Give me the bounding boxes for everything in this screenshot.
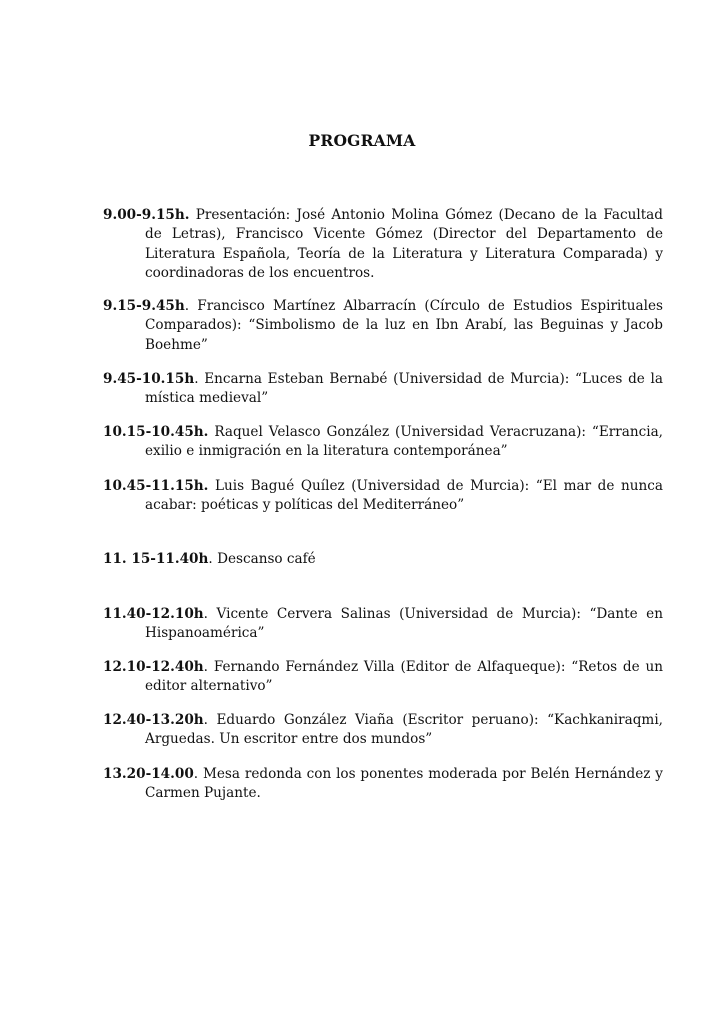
entry-text: Raquel Velasco González (Universidad Veracruzana): “Errancia, exilio e inmigración en la literatura contemporánea” (145, 424, 663, 460)
entry-text: Francisco Martínez Albarracín (Círculo de Estudios Espirituales Comparados): “Simbolismo de la luz en Ibn Arabí, las Beguinas y Jacob Boehme” (145, 298, 663, 353)
entry-time: 12.40-13.20h (103, 712, 204, 728)
entry-text: Descanso café (217, 551, 316, 567)
page-title: PROGRAMA (308, 131, 416, 150)
program-entry (103, 297, 663, 355)
entry-separator: . (184, 298, 198, 314)
entry-text: Mesa redonda con los ponentes moderada por Belén Hernández y Carmen Pujante. (145, 766, 663, 802)
program-entry (103, 605, 663, 644)
program-entry (103, 206, 663, 283)
entry-separator: . (194, 371, 205, 387)
entry-text: Fernando Fernández Villa (Editor de Alfaqueque): “Retos de un editor alternativo” (145, 659, 663, 695)
program-entry (103, 370, 663, 409)
program-entry (103, 477, 663, 516)
entry-time: 10.15-10.45h. (103, 424, 209, 440)
entry-separator: . (208, 551, 218, 567)
entry-separator: . (203, 712, 217, 728)
entry-time: 9.00-9.15h. (103, 207, 190, 223)
program-entry (103, 711, 663, 750)
entry-time: 9.45-10.15h (103, 371, 195, 387)
entry-time: 9.15-9.45h (103, 298, 185, 314)
entry-time: 11.40-12.10h (103, 606, 204, 622)
entry-text: Vicente Cervera Salinas (Universidad de Murcia): “Dante en Hispanoamérica” (145, 606, 663, 642)
entry-text: Encarna Esteban Bernabé (Universidad de Murcia): “Luces de la mística medieval” (145, 371, 663, 407)
program-entry (103, 765, 663, 804)
entry-text: Eduardo González Viaña (Escritor peruano): “Kachkaniraqmi, Arguedas. Un escritor entre dos mundos” (145, 712, 663, 748)
entry-time: 12.10-12.40h (103, 659, 204, 675)
entry-separator: . (203, 659, 214, 675)
entry-time: 13.20-14.00 (103, 766, 194, 782)
program-entry (103, 423, 663, 462)
entry-text: Presentación: José Antonio Molina Gómez (Decano de la Facultad de Letras), Francisco Vicente Gómez (Director del Departamento de Literatura Española, Teoría de la Literatura y Literatura Comparada) y coordinadoras de los encuentros. (145, 207, 663, 281)
entry-time: 10.45-11.15h. (103, 478, 209, 494)
entry-separator (208, 478, 215, 494)
program-entry (103, 550, 663, 569)
program-entry (103, 658, 663, 697)
entry-separator: . (193, 766, 203, 782)
entry-separator: . (203, 606, 217, 622)
entry-text: Luis Bagué Quílez (Universidad de Murcia): “El mar de nunca acabar: poéticas y políticas del Mediterráneo” (145, 478, 663, 514)
entry-time: 11. 15-11.40h (103, 551, 209, 567)
